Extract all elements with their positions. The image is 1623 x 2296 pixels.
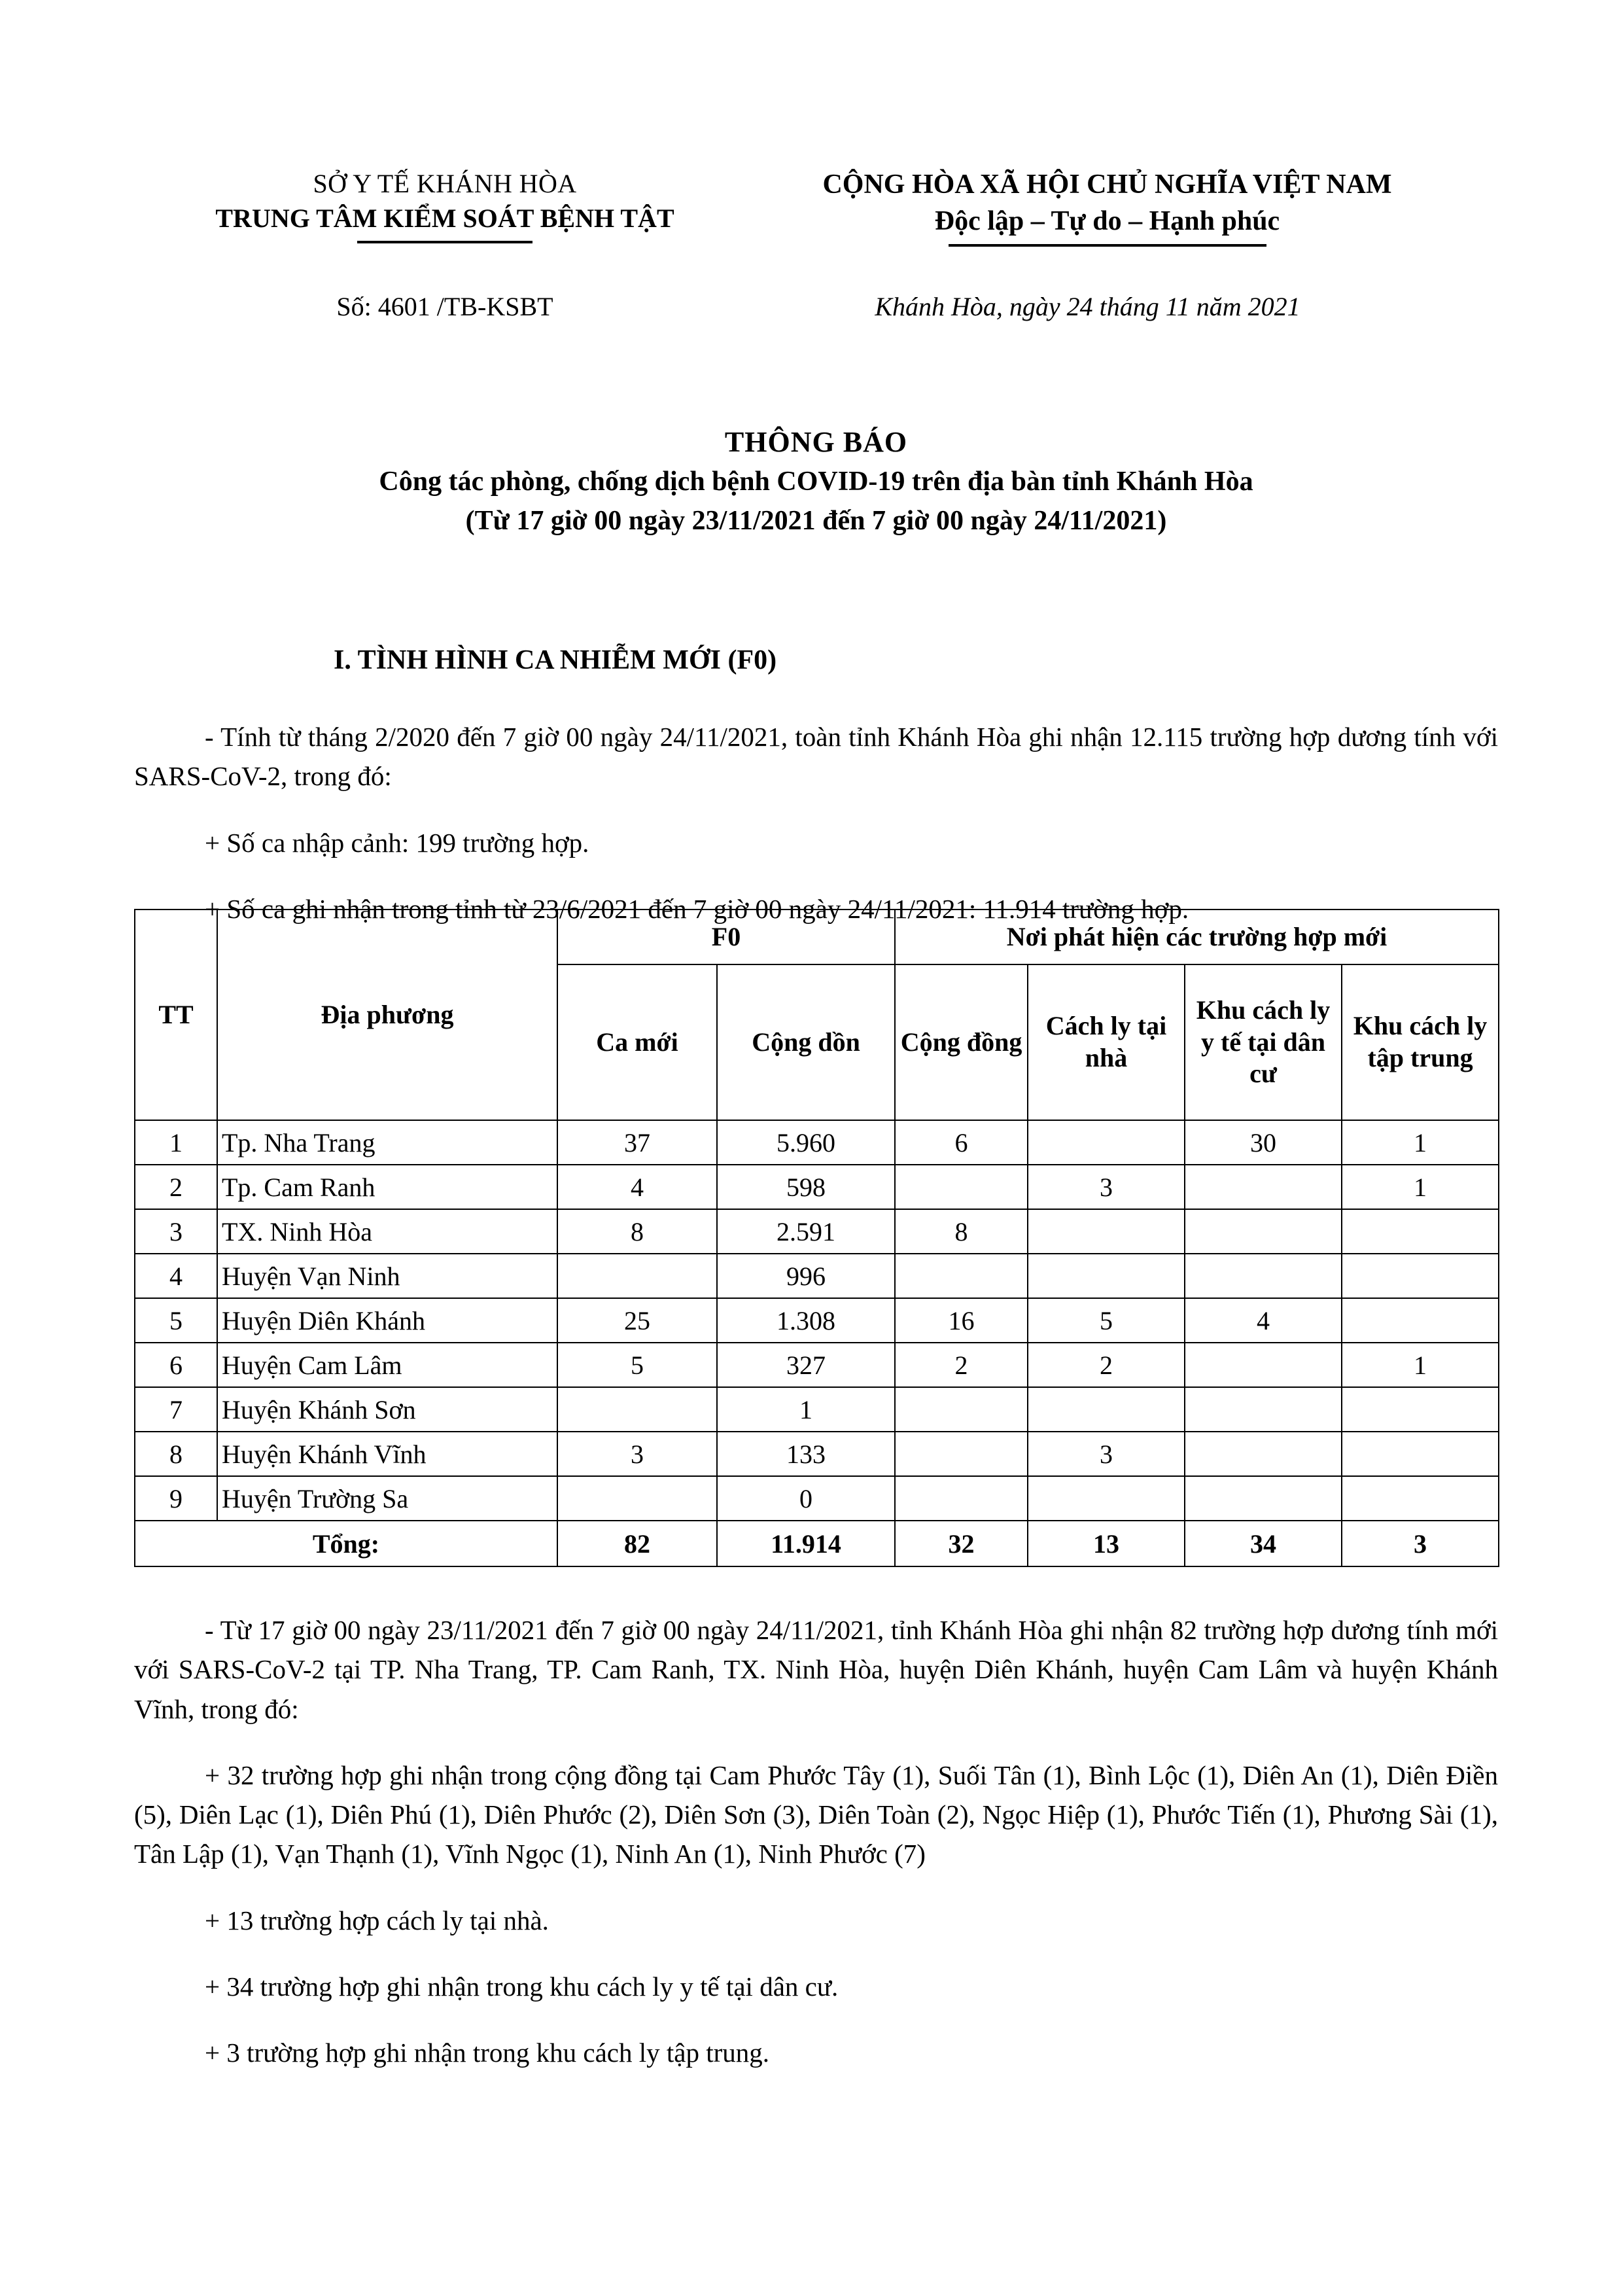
letterhead-right [716, 167, 1498, 247]
cell-home-quarantine [1028, 1387, 1185, 1432]
cell-community [895, 1476, 1028, 1521]
cell-new-cases: 25 [557, 1298, 717, 1343]
cell-central-quarantine: 1 [1342, 1165, 1499, 1209]
issuing-center-label: TRUNG TÂM KIỂM SOÁT BỆNH TẬT [215, 203, 674, 233]
cell-central-quarantine [1342, 1209, 1499, 1254]
cell-index: 7 [135, 1387, 217, 1432]
table-row [135, 1343, 1499, 1387]
cell-new-cases: 37 [557, 1120, 717, 1165]
cell-cumulative: 133 [717, 1432, 895, 1476]
cell-home-quarantine: 3 [1028, 1165, 1185, 1209]
national-motto-label: Độc lập – Tự do – Hạnh phúc [934, 205, 1280, 236]
col-header-medical-quarantine-residential: Khu cách ly y tế tại dân cư [1185, 964, 1342, 1120]
cell-community [895, 1387, 1028, 1432]
cell-locality: Huyện Khánh Vĩnh [217, 1432, 557, 1476]
cell-medical-quarantine: 4 [1185, 1298, 1342, 1343]
table-row [135, 1432, 1499, 1476]
cell-new-cases: 8 [557, 1209, 717, 1254]
cell-community: 16 [895, 1298, 1028, 1343]
intro-paragraph-domestic: + Số ca ghi nhận trong tỉnh từ 23/6/2021 đến 7 giờ 00 ngày 24/11/2021: 11.914 trường hợp. [205, 893, 1189, 924]
total-cell-community: 32 [895, 1521, 1028, 1566]
cell-central-quarantine [1342, 1254, 1499, 1298]
total-cell-new-cases: 82 [557, 1521, 717, 1566]
note-home-quarantine: + 13 trường hợp cách ly tại nhà. [205, 1905, 549, 1935]
document-number: Số: 4601 /TB-KSBT [336, 292, 553, 321]
cell-home-quarantine [1028, 1120, 1185, 1165]
note-period-summary: - Từ 17 giờ 00 ngày 23/11/2021 đến 7 giờ 00 ngày 24/11/2021, tỉnh Khánh Hòa ghi nhận 82 trường hợp dương tính mới với SARS-CoV-2 tại TP. Nha Trang, TP. Cam Ranh, TX. Ninh Hòa, huyện Diên Khánh, huyện Cam Lâm và huyện Khánh Vĩnh, trong đó: [134, 1615, 1498, 1724]
case-table-wrapper [134, 909, 1498, 1567]
footer-notes [134, 1583, 1498, 2099]
col-header-community: Cộng đồng [895, 964, 1028, 1120]
table-row [135, 1254, 1499, 1298]
cell-index: 2 [135, 1165, 217, 1209]
col-header-central-quarantine: Khu cách ly tập trung [1342, 964, 1499, 1120]
cell-central-quarantine [1342, 1432, 1499, 1476]
note-central-quarantine: + 3 trường hợp ghi nhận trong khu cách ly tập trung. [205, 2038, 770, 2068]
cell-home-quarantine [1028, 1209, 1185, 1254]
letterhead [134, 167, 1498, 247]
cell-new-cases [557, 1387, 717, 1432]
cell-index: 5 [135, 1298, 217, 1343]
note-medical-quarantine: + 34 trường hợp ghi nhận trong khu cách ly y tế tại dân cư. [205, 1971, 839, 2002]
cell-locality: Huyện Diên Khánh [217, 1298, 557, 1343]
page-title: THÔNG BÁO [724, 426, 908, 458]
table-row [135, 1476, 1499, 1521]
col-group-header-f0: F0 [557, 910, 895, 964]
cell-community [895, 1254, 1028, 1298]
table-row [135, 1298, 1499, 1343]
cell-cumulative: 0 [717, 1476, 895, 1521]
cell-medical-quarantine [1185, 1254, 1342, 1298]
cell-medical-quarantine [1185, 1387, 1342, 1432]
cell-medical-quarantine [1185, 1209, 1342, 1254]
cell-central-quarantine [1342, 1298, 1499, 1343]
cell-cumulative: 5.960 [717, 1120, 895, 1165]
cell-locality: TX. Ninh Hòa [217, 1209, 557, 1254]
cell-cumulative: 327 [717, 1343, 895, 1387]
issuing-department-label: SỞ Y TẾ KHÁNH HÒA [313, 169, 577, 198]
cell-cumulative: 2.591 [717, 1209, 895, 1254]
title-block [134, 422, 1498, 541]
cell-central-quarantine [1342, 1476, 1499, 1521]
cell-medical-quarantine [1185, 1476, 1342, 1521]
page-subtitle: Công tác phòng, chống dịch bệnh COVID-19 trên địa bàn tỉnh Khánh Hòa [379, 467, 1253, 497]
total-cell-cumulative: 11.914 [717, 1521, 895, 1566]
cell-index: 6 [135, 1343, 217, 1387]
cell-community: 2 [895, 1343, 1028, 1387]
case-table [134, 909, 1499, 1567]
table-total-row [135, 1521, 1499, 1566]
cell-index: 3 [135, 1209, 217, 1254]
total-cell-medical-quarantine: 34 [1185, 1521, 1342, 1566]
intro-paragraph-imported: + Số ca nhập cảnh: 199 trường hợp. [205, 827, 589, 858]
cell-central-quarantine: 1 [1342, 1343, 1499, 1387]
cell-community: 8 [895, 1209, 1028, 1254]
cell-index: 4 [135, 1254, 217, 1298]
table-row [135, 1209, 1499, 1254]
cell-total-label: Tổng: [135, 1521, 557, 1566]
section-heading-new-cases: I. TÌNH HÌNH CA NHIỄM MỚI (F0) [334, 645, 777, 675]
letterhead-right-divider [949, 244, 1266, 247]
cell-medical-quarantine: 30 [1185, 1120, 1342, 1165]
cell-new-cases: 3 [557, 1432, 717, 1476]
page-subtitle-period: (Từ 17 giờ 00 ngày 23/11/2021 đến 7 giờ 00 ngày 24/11/2021) [465, 506, 1167, 537]
cell-cumulative: 598 [717, 1165, 895, 1209]
cell-locality: Tp. Nha Trang [217, 1120, 557, 1165]
cell-new-cases [557, 1254, 717, 1298]
col-header-cumulative: Cộng dồn [717, 964, 895, 1120]
cell-medical-quarantine [1185, 1165, 1342, 1209]
cell-locality: Huyện Khánh Sơn [217, 1387, 557, 1432]
col-group-header-detection-place: Nơi phát hiện các trường hợp mới [895, 910, 1499, 964]
total-cell-central-quarantine: 3 [1342, 1521, 1499, 1566]
table-row [135, 1387, 1499, 1432]
cell-central-quarantine [1342, 1387, 1499, 1432]
cell-home-quarantine [1028, 1254, 1185, 1298]
cell-community: 6 [895, 1120, 1028, 1165]
cell-index: 9 [135, 1476, 217, 1521]
intro-paragraph-total: - Tính từ tháng 2/2020 đến 7 giờ 00 ngày 24/11/2021, toàn tỉnh Khánh Hòa ghi nhận 12.115 trường hợp dương tính với SARS-CoV-2, trong đó: [134, 722, 1498, 792]
letterhead-left [134, 167, 716, 243]
total-cell-home-quarantine: 13 [1028, 1521, 1185, 1566]
table-row [135, 1120, 1499, 1165]
note-community-list: + 32 trường hợp ghi nhận trong cộng đồng tại Cam Phước Tây (1), Suối Tân (1), Bình Lộc (1), Diên An (1), Diên Điền (5), Diên Lạc (1), Diên Phú (1), Diên Phước (2), Diên Sơn (3), Diên Toàn (2), Ngọc Hiệp (1), Phước Tiến (1), Phương Sài (1), Tân Lập (1), Vạn Thạnh (1), Vĩnh Ngọc (1), Ninh An (1), Ninh Phước (7) [134, 1759, 1498, 1869]
cell-home-quarantine: 5 [1028, 1298, 1185, 1343]
document-date: Khánh Hòa, ngày 24 tháng 11 năm 2021 [875, 292, 1300, 321]
cell-locality: Huyện Cam Lâm [217, 1343, 557, 1387]
cell-index: 1 [135, 1120, 217, 1165]
cell-home-quarantine: 2 [1028, 1343, 1185, 1387]
cell-locality: Tp. Cam Ranh [217, 1165, 557, 1209]
cell-new-cases: 4 [557, 1165, 717, 1209]
cell-central-quarantine: 1 [1342, 1120, 1499, 1165]
cell-home-quarantine: 3 [1028, 1432, 1185, 1476]
cell-locality: Huyện Trường Sa [217, 1476, 557, 1521]
national-title-label: CỘNG HÒA XÃ HỘI CHỦ NGHĨA VIỆT NAM [822, 169, 1392, 200]
case-table-head [135, 910, 1499, 1120]
cell-cumulative: 996 [717, 1254, 895, 1298]
case-table-body [135, 1120, 1499, 1566]
col-header-locality: Địa phương [217, 910, 557, 1120]
letterhead-left-divider [357, 241, 532, 243]
cell-community [895, 1165, 1028, 1209]
table-row [135, 1165, 1499, 1209]
cell-medical-quarantine [1185, 1343, 1342, 1387]
col-header-tt: TT [135, 910, 217, 1120]
cell-community [895, 1432, 1028, 1476]
col-header-home-quarantine: Cách ly tại nhà [1028, 964, 1185, 1120]
cell-cumulative: 1 [717, 1387, 895, 1432]
cell-index: 8 [135, 1432, 217, 1476]
cell-home-quarantine [1028, 1476, 1185, 1521]
table-header-group-row [135, 910, 1499, 964]
cell-locality: Huyện Vạn Ninh [217, 1254, 557, 1298]
col-header-new-cases: Ca mới [557, 964, 717, 1120]
cell-new-cases [557, 1476, 717, 1521]
cell-cumulative: 1.308 [717, 1298, 895, 1343]
cell-new-cases: 5 [557, 1343, 717, 1387]
cell-medical-quarantine [1185, 1432, 1342, 1476]
